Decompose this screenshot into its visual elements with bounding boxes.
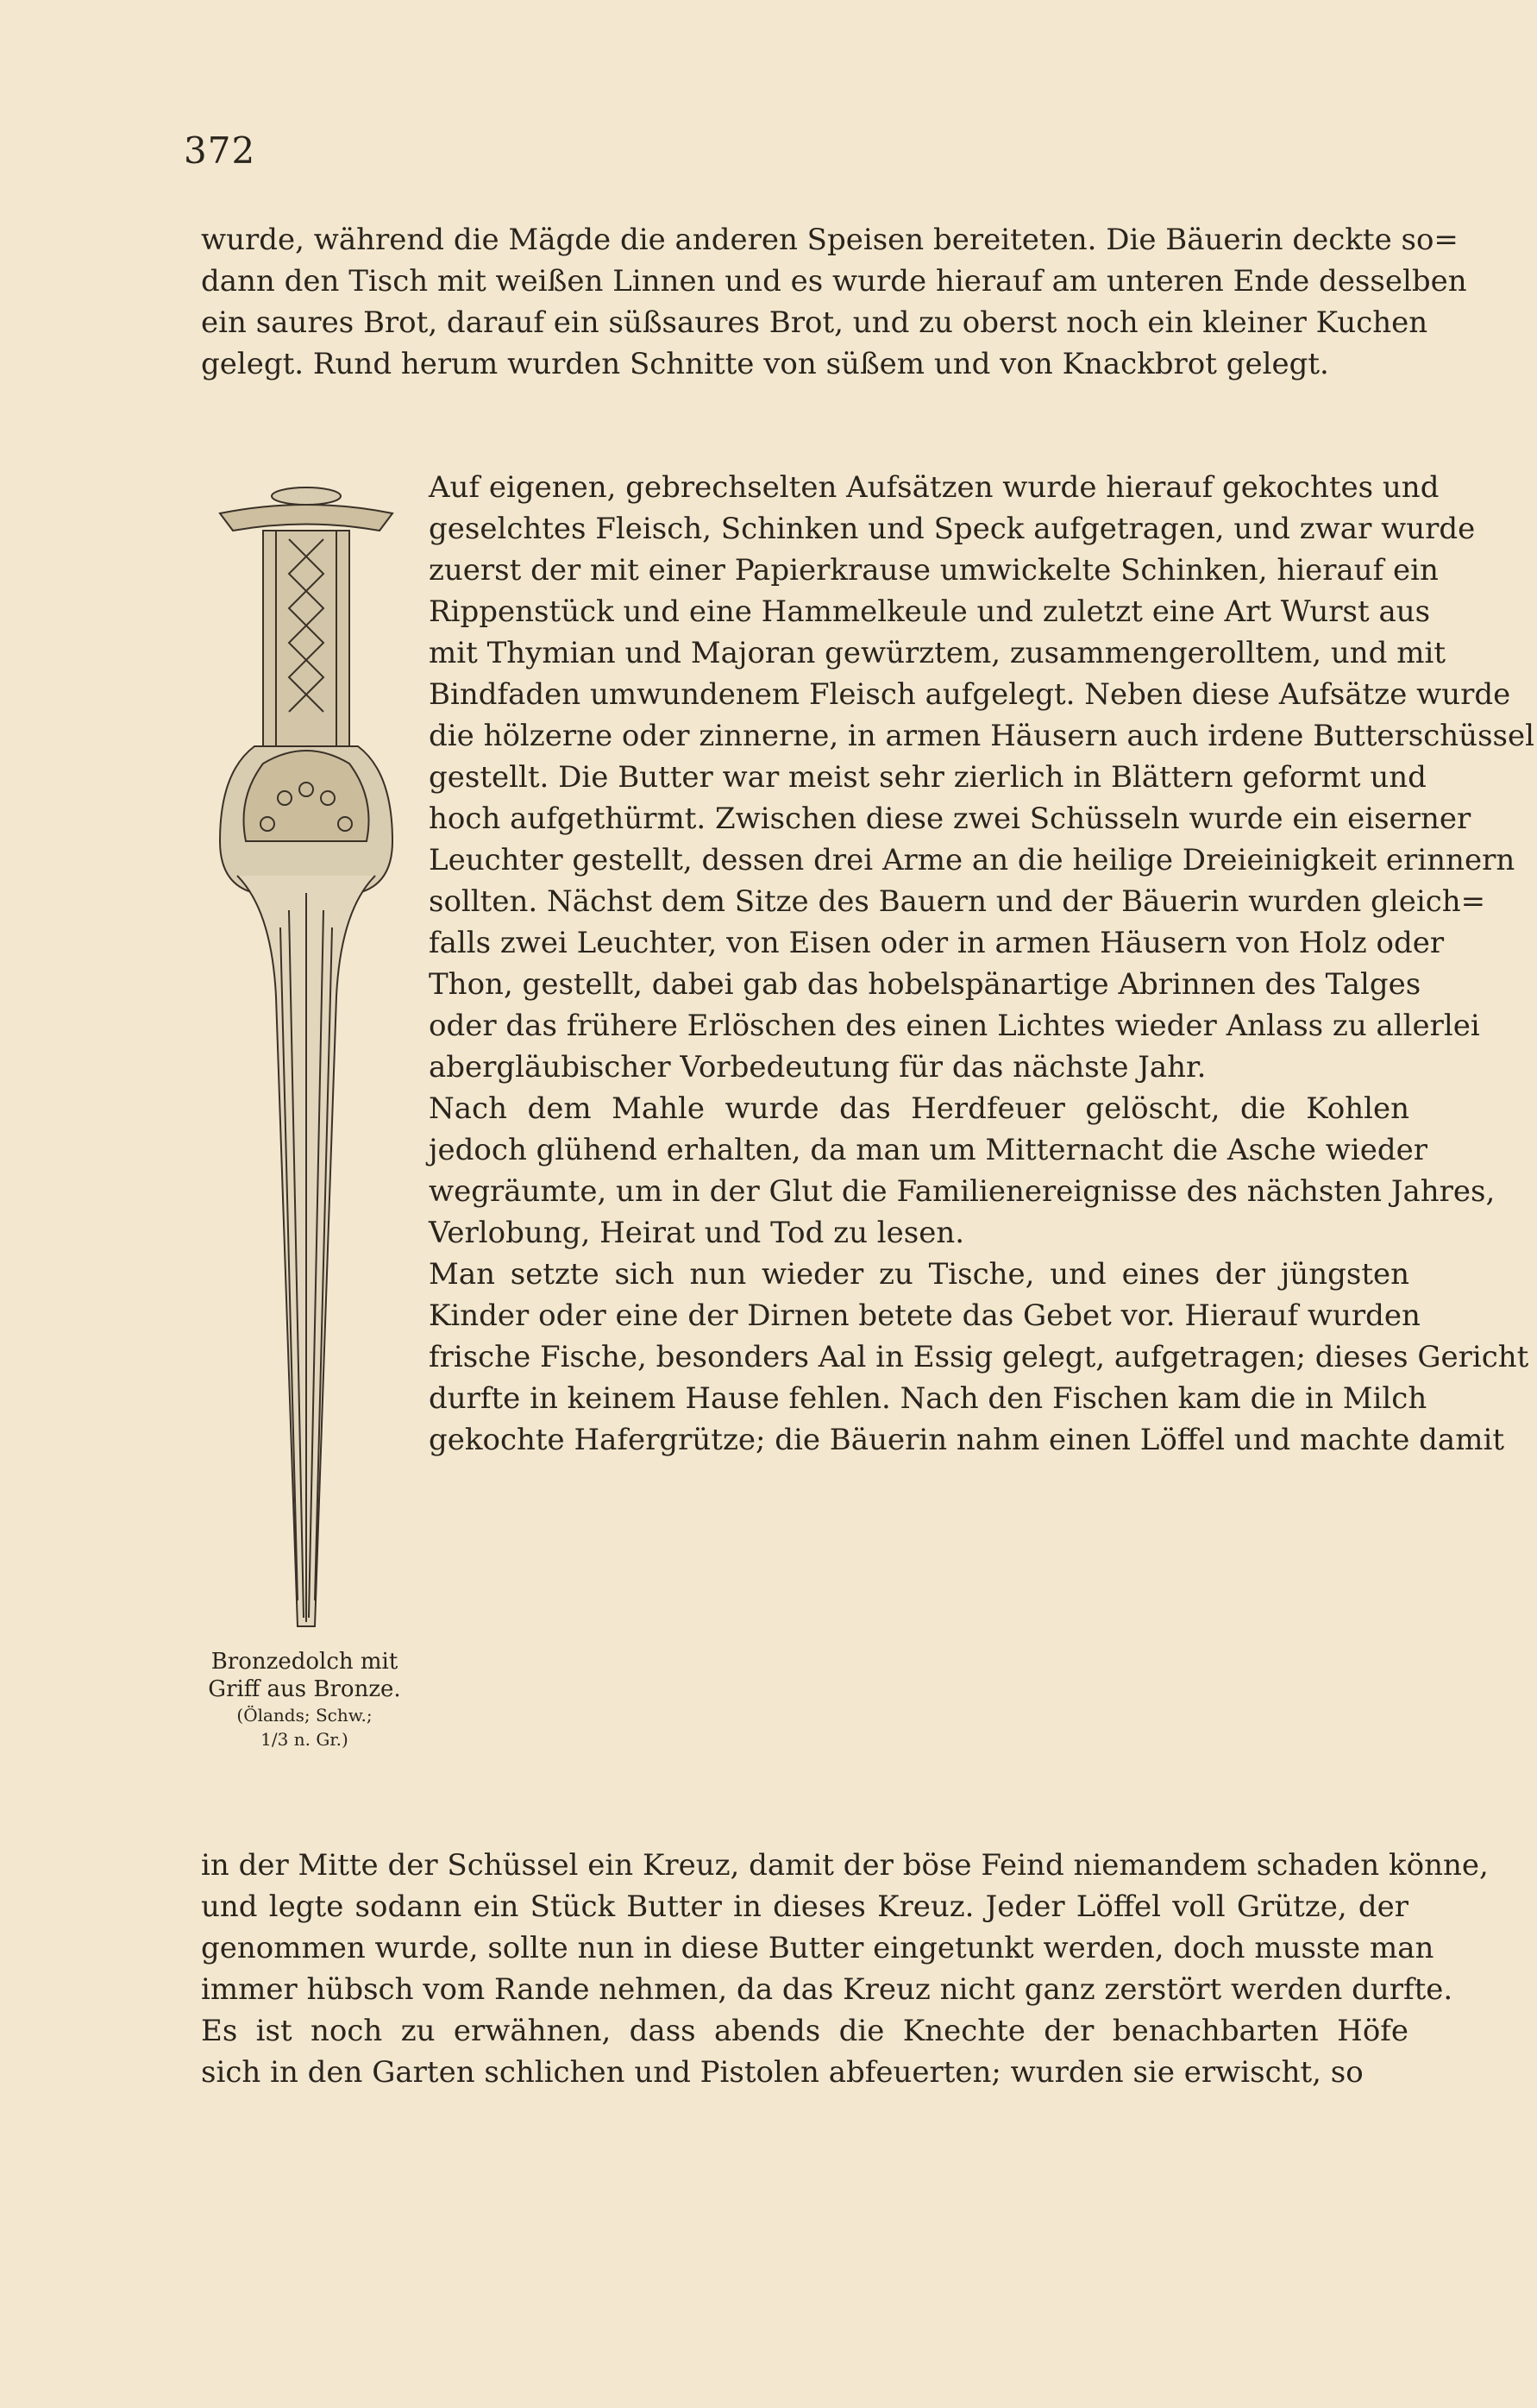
text-line: in der Mitte der Schüssel ein Kreuz, damit der böse Feind niemandem schaden könne, (201, 1848, 1489, 1883)
caption-line: Bronzedolch mit (210, 1649, 398, 1675)
text-line: gelegt. Rund herum wurden Schnitte von süßem und von Knackbrot gelegt. (201, 347, 1329, 381)
text-line: durfte in keinem Hause fehlen. Nach den Fischen kam die in Milch (429, 1381, 1427, 1416)
text-line: falls zwei Leuchter, von Eisen oder in armen Häusern von Holz oder (429, 926, 1445, 960)
text-line: gekochte Hafergrütze; die Bäuerin nahm einen Löffel und machte damit (429, 1423, 1504, 1457)
text-line: Verlobung, Heirat und Tod zu lesen. (429, 1216, 965, 1250)
text-line: hoch aufgethürmt. Zwischen diese zwei Schüsseln wurde ein eiserner (429, 802, 1471, 836)
text-line: dann den Tisch mit weißen Linnen und es wurde hierauf am unteren Ende desselben (201, 264, 1467, 299)
text-line: sollten. Nächst dem Sitze des Bauern und der Bäuerin wurden gleich= (429, 884, 1486, 919)
bronze-dagger-illustration (203, 479, 410, 1635)
text-line: Bindfaden umwundenem Fleisch aufgelegt. Neben diese Aufsätze wurde (429, 677, 1511, 712)
text-line: gestellt. Die Butter war meist sehr zierlich in Blättern geformt und (429, 760, 1427, 795)
text-line: Rippenstück und eine Hammelkeule und zuletzt eine Art Wurst aus (429, 594, 1431, 629)
page-number: 372 (184, 129, 256, 172)
text-line: Es ist noch zu erwähnen, dass abends die Knechte der benachbarten Höfe (201, 2014, 1408, 2048)
text-line: Nach dem Mahle wurde das Herdfeuer gelöscht, die Kohlen (429, 1091, 1409, 1126)
caption-line: (Ölands; Schw.; (236, 1705, 373, 1726)
text-line: sich in den Garten schlichen und Pistolen abfeuerten; wurden sie erwischt, so (201, 2055, 1364, 2090)
caption-line: 1/3 n. Gr.) (260, 1729, 348, 1750)
text-line: zuerst der mit einer Papierkrause umwickelte Schinken, hierauf ein (429, 553, 1439, 588)
text-line: frische Fische, besonders Aal in Essig gelegt, aufgetragen; dieses Gericht (429, 1340, 1529, 1374)
text-line: Kinder oder eine der Dirnen betete das Gebet vor. Hierauf wurden (429, 1298, 1421, 1333)
text-line: Thon, gestellt, dabei gab das hobelspänartige Abrinnen des Talges (429, 967, 1421, 1002)
text-line: und legte sodann ein Stück Butter in dieses Kreuz. Jeder Löffel voll Grütze, der (201, 1889, 1408, 1924)
text-line: geselchtes Fleisch, Schinken und Speck aufgetragen, und zwar wurde (429, 512, 1476, 546)
text-line: Leuchter gestellt, dessen drei Arme an die heilige Dreieinigkeit erinnern (429, 843, 1515, 877)
figure-caption (197, 1648, 412, 1751)
text-line: Man setzte sich nun wieder zu Tische, und eines der jüngsten (429, 1257, 1409, 1292)
caption-line: Griff aus Bronze. (208, 1676, 401, 1702)
text-line: abergläubischer Vorbedeutung für das nächste Jahr. (429, 1050, 1207, 1085)
text-line: ein saures Brot, darauf ein süßsaures Brot, und zu oberst noch ein kleiner Kuchen (201, 305, 1428, 340)
text-line: mit Thymian und Majoran gewürztem, zusammengerolltem, und mit (429, 636, 1446, 670)
text-line: oder das frühere Erlöschen des einen Lichtes wieder Anlass zu allerlei (429, 1009, 1480, 1043)
text-line: Auf eigenen, gebrechselten Aufsätzen wurde hierauf gekochtes und (429, 470, 1440, 505)
text-line: immer hübsch vom Rande nehmen, da das Kreuz nicht ganz zerstört werden durfte. (201, 1972, 1453, 2007)
text-line: jedoch glühend erhalten, da man um Mitternacht die Asche wieder (429, 1133, 1428, 1167)
text-line: wurde, während die Mägde die anderen Speisen bereiteten. Die Bäuerin deckte so= (201, 223, 1459, 257)
text-line: genommen wurde, sollte nun in diese Butter eingetunkt werden, doch musste man (201, 1931, 1434, 1965)
text-line: die hölzerne oder zinnerne, in armen Häusern auch irdene Butterschüssel (429, 719, 1534, 753)
text-line: wegräumte, um in der Glut die Familienereignisse des nächsten Jahres, (429, 1174, 1496, 1209)
